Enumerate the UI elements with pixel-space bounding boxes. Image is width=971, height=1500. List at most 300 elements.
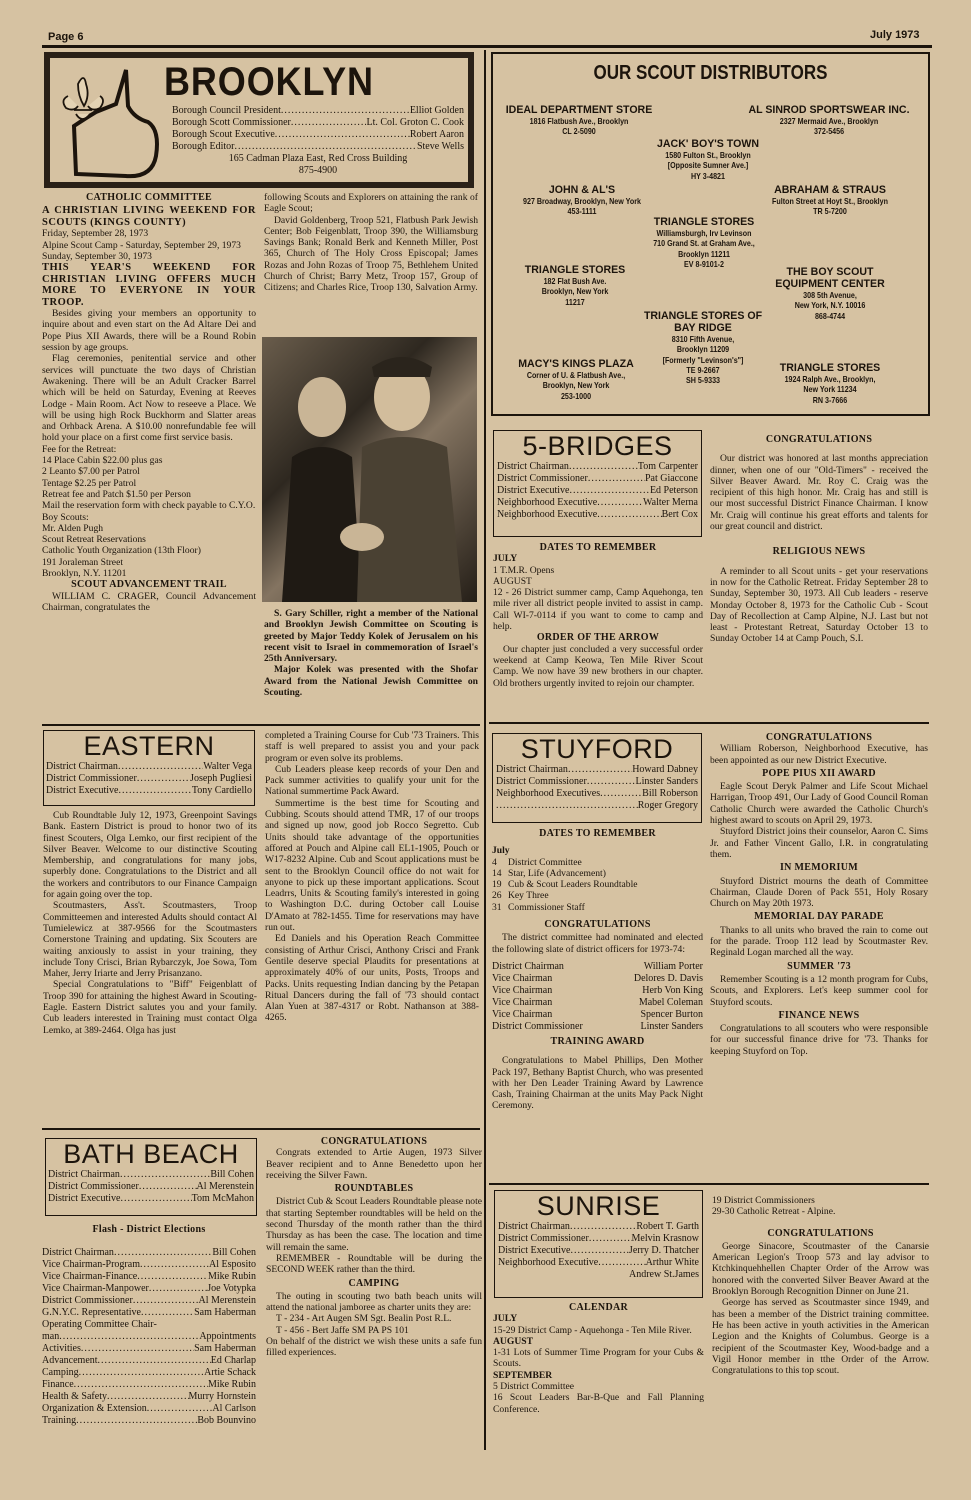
officer-row [496, 800, 698, 812]
officer-slate [492, 961, 703, 1033]
committee-row [42, 1331, 256, 1343]
committee-role: Advancement [42, 1355, 98, 1367]
officer-name: Robert Aaron [409, 129, 464, 140]
officer-row [497, 473, 698, 485]
section-heading: RELIGIOUS NEWS [772, 546, 866, 558]
election-name: Sam Haberman [194, 1307, 256, 1319]
committee-name: Ed Charlap [210, 1355, 256, 1367]
slate-role: Vice Chairman [492, 984, 553, 996]
paragraph: Besides giving your members an opportunity to inquire about and even start on the Ad Altare Dei and Pope Pius XII Awards, there will be a Round Robin session by age groups. [42, 308, 256, 354]
election-role: Vice Chairman-Finance [42, 1271, 138, 1283]
committee-name: Sam Haberman [194, 1343, 256, 1355]
calendar-entry: 29-30 Catholic Retreat - Alpine. [712, 1206, 836, 1218]
month-label: AUGUST [493, 575, 532, 587]
officer-role: Borough Editor [172, 141, 235, 152]
committee-name: Mike Rubin [207, 1379, 256, 1391]
store-line: EV 8-9101-2 [684, 258, 724, 269]
officer-row [46, 761, 252, 773]
committee-role: Organization & Extension [42, 1403, 147, 1415]
calendar-entry: 15-29 District Camp - Aquehonga - Ten Mile River. [493, 1324, 692, 1336]
committee-label-text: Operating Committee Chair- [42, 1319, 157, 1331]
store-listing [755, 184, 905, 217]
calendar-event: Commissioner Staff [508, 901, 585, 913]
store-name: TRIANGLE STORES [524, 264, 626, 276]
store-line: 1816 Flatbush Ave., Brooklyn [529, 116, 629, 126]
troop-entry: T - 456 - Bert Jaffe SM PA PS 101 [276, 1324, 409, 1336]
month-label: JULY [493, 553, 518, 565]
officer-name: Tony Cardiello [191, 785, 252, 796]
slate-name: Spencer Burton [640, 1008, 703, 1020]
month-label: AUGUST [493, 1335, 533, 1347]
store-line: 253-1000 [560, 390, 592, 401]
officer-role: Borough Council President [172, 105, 281, 116]
officer-row [498, 1257, 699, 1269]
paragraph: Our chapter just concluded a very successful order weekend at Camp Keowa, Ten Mile River Scout Camp. We now have 39 new brothers in our chapter. Old brothers urgently invited to rejoin our champter. [493, 643, 703, 689]
calendar-day: 19 [492, 879, 502, 891]
store-listing [643, 138, 773, 181]
committee-row [42, 1379, 256, 1391]
paragraph: Scoutmasters, Ass't. Scoutmasters, Troop Committeemen and interested Adults should contact Al Tumielewicz at 387-9566 for the Scoutmasters Cornerstone Training and updating. Six Scouters are waiting anxiously to assist in your training, they include Tony Crisci, Brian Rybarczyk, Joe Sowa, Tom Maher, Jerry Iriarte and Jerry Prisanzano. [43, 900, 257, 980]
calendar-entry: 12 - 26 District summer camp, Camp Aquehonga, ten mile river all district people invited to assist in camp. Call WI-7-0114 if you want to come to camp and help. [493, 587, 703, 633]
section-heading: ORDER OF THE ARROW [536, 632, 660, 644]
committee-row [42, 1403, 256, 1415]
brooklyn-phone: 875-4900 [298, 165, 338, 176]
section-heading: DATES TO REMEMBER [539, 828, 656, 839]
store-name: THE BOY SCOUT EQUIPMENT CENTER [775, 266, 885, 290]
store-line: 453-1111 [567, 206, 597, 217]
slate-row [492, 961, 703, 973]
eagle-scouts-article [264, 192, 478, 294]
bath-beach-news [266, 1136, 482, 1359]
paragraph: Summertime is the best time for Scouting and Cubbing. Scouts should attend TMR, 17 of our troops and signed up now, good job Rocco Segretto. Cub Units should take advantage of the opportunities affored at Pouch and Alpine call EL1-1905, Pouch or W17-8232 Alpine. Cub and Scout applications must be sent to the Brooklyn Council office do not wait for anyone to pick up these important applications. Scout Leadrrs, Units & Scouting family's interested in going to Washington D.C. during October call Louise D'Amato at 782-1455. Time for reservations may have run out. [265, 797, 479, 934]
officer-row [497, 497, 698, 509]
committee-role: Finance [42, 1379, 74, 1391]
officer-role: District Commissioner [497, 473, 588, 484]
store-listing [765, 266, 895, 321]
paragraph: Flag ceremonies, penitential service and other services will punctuate the two days of Christian Awakening. There will be an Adult Cracker Barrel which will be held on Saturday, Evening at Reeves Lodge - Main Room. Act Now to reseeve a Place. We will be using high Rock Buckhorm and Slatter areas and Orhback Arena. A $10.00 nonrefundable fee will hold your place on a first come first service basis. [42, 353, 256, 444]
officer-row [498, 1269, 699, 1281]
calendar-entry [492, 902, 703, 913]
store-line: SH 5-9333 [685, 375, 721, 386]
bath-beach-masthead [45, 1138, 257, 1216]
article-title: A CHRISTIAN LIVING WEEKEND FOR SCOUTS (KINGS COUNTY) [42, 205, 256, 228]
store-name: TRIANGLE STORES [779, 362, 881, 374]
fee-line: 14 Place Cabin $22.00 plus gas [42, 455, 163, 467]
store-line: 2327 Mermaid Ave., Brooklyn [779, 116, 879, 126]
committee-role: Training [42, 1415, 77, 1427]
officer-name: Lt. Col. Groton C. Cook [366, 117, 464, 128]
store-line: 11217 [565, 296, 585, 307]
address-line: 191 Joraleman Street [42, 556, 123, 568]
election-name: Bill Cohen [212, 1247, 256, 1259]
paragraph: William Roberson, Neighborhood Executive, has been appointed as our new District Executive. [710, 743, 928, 766]
officer-row [497, 485, 698, 497]
store-line: HY 3-4821 [691, 170, 725, 181]
section-heading: CONGRATULATIONS [767, 1227, 874, 1239]
officer-name: Pat Giaccone [644, 473, 698, 484]
officer-name: Ed Peterson [649, 485, 698, 496]
month-label: SEPTEMBER [493, 1369, 553, 1381]
election-role: G.N.Y.C. Representative [42, 1307, 141, 1319]
store-line: 868-4744 [814, 310, 846, 321]
fee-line: 2 Leanto $7.00 per Patrol [42, 466, 140, 478]
store-line: 1924 Ralph Ave., Brooklyn, [784, 374, 876, 384]
slate-name: Mabel Coleman [638, 996, 703, 1008]
event-date: Sunday, September 30, 1973 [42, 250, 152, 262]
committee-name: Al Carlson [212, 1403, 256, 1415]
section-heading: POPE PIUS XII AWARD [762, 767, 876, 779]
paragraph: Ed Daniels and his Operation Reach Committee consisting of Arthur Crisci, Anthony Crisci and Frank Gentile deserve special Plaudits for presentations at approximately 40% of our units, Posts, Troops and Packs. Units requesting Indian dancing by the Petapan Ritual Dancers during the fall of '73 should contact Alan Yuen at 387-4317 or Robt. Nathanson at 388-4265. [265, 933, 479, 1024]
stuyford-news [710, 732, 928, 1057]
committee-label [42, 1319, 256, 1331]
officer-name: Tom McMahon [191, 1193, 254, 1204]
officer-row [498, 1221, 699, 1233]
store-listing [515, 264, 635, 307]
officer-role: District Commissioner [496, 776, 587, 787]
slate-role: District Commissioner [492, 1020, 583, 1032]
committee-name: Bob Bounvino [197, 1415, 256, 1427]
section-heading: MEMORIAL DAY PARADE [754, 911, 884, 923]
election-row [42, 1259, 256, 1271]
store-name: JACK' BOY'S TOWN [657, 138, 759, 150]
officer-role: District Commissioner [498, 1233, 589, 1244]
brooklyn-title: BROOKLYN [164, 60, 374, 104]
election-role: Vice Chairman-Program [42, 1259, 140, 1271]
slate-name: William Porter [643, 960, 703, 972]
district-title: STUYFORD [520, 734, 674, 764]
store-line: New York 11234 [803, 384, 857, 395]
officer-row [496, 788, 698, 800]
slate-name: Delores D. Davis [633, 972, 703, 984]
calendar-day: 14 [492, 867, 502, 879]
election-row [42, 1247, 256, 1259]
officer-role: District Chairman [498, 1221, 570, 1232]
paragraph: completed a Training Course for Cub '73 Trainers. This staff is well prepared to assist you and your pack program or even solve its problems. [265, 730, 479, 764]
eastern-article [43, 810, 257, 1036]
committee-role: man [42, 1331, 60, 1343]
officer-row [172, 129, 464, 141]
committee-name: Artie Schack [204, 1367, 256, 1379]
officer-name: Arthur White [645, 1257, 699, 1268]
section-heading: CONGRATULATIONS [544, 919, 651, 931]
section-heading: CATHOLIC COMMITTEE [85, 192, 213, 203]
store-name: IDEAL DEPARTMENT STORE [505, 104, 653, 116]
slate-role: Vice Chairman [492, 996, 553, 1008]
paragraph: Cub Leaders please keep records of your Den and Pack summer activities to qualify your unit for the National summertime Pack Award. [265, 763, 479, 798]
officer-row [48, 1181, 254, 1193]
officer-name: Bill Roberson [642, 788, 698, 799]
photo-caption [264, 608, 478, 698]
five-bridges-news [710, 432, 928, 645]
article-subtitle: THIS YEAR'S WEEKEND FOR CHRISTIAN LIVING OFFERS MUCH MORE TO EVERYONE IN YOUR TROOP. [42, 262, 256, 308]
officer-name: Howard Dabney [632, 764, 698, 775]
officer-name: Linster Sanders [635, 776, 698, 787]
slate-row [492, 973, 703, 985]
page-number: Page 6 [48, 31, 84, 43]
sunrise-masthead [494, 1190, 703, 1298]
officer-name: Al Merenstein [196, 1181, 254, 1192]
store-line: 1580 Fulton St., Brooklyn [665, 150, 751, 160]
officer-row [172, 117, 464, 129]
section-rule [42, 724, 480, 726]
calendar-event: Star, Life (Advancement) [508, 867, 606, 879]
section-heading: SCOUT ADVANCEMENT TRAIL [71, 579, 227, 591]
officer-role: Borough Scott Commissioner [172, 117, 291, 128]
officer-name: Bill Cohen [210, 1169, 254, 1180]
paragraph: Congratulations to all scouters who were responsible for our successful finance drive for '73. Thanks for keeping Stuyford on Top. [710, 1023, 928, 1057]
store-listing [507, 358, 645, 401]
calendar-entry: 19 District Commissioners [712, 1195, 815, 1206]
election-role: District Chairman [42, 1247, 114, 1259]
section-rule [489, 1183, 929, 1185]
fee-line: Mail the reservation form with check payable to C.Y.O. [42, 500, 256, 512]
calendar-day: 4 [492, 856, 497, 868]
district-title: BATH BEACH [63, 1139, 239, 1169]
committee-row [42, 1415, 256, 1427]
officer-name: Roger Gregory [637, 800, 698, 811]
store-listing [643, 310, 763, 385]
slate-role: District Chairman [492, 960, 564, 972]
slate-row [492, 997, 703, 1009]
store-line: New York, N.Y. 10016 [794, 300, 866, 311]
paragraph: Eagle Scout Deryk Palmer and Life Scout Michael Harrigan, Troop 491, Our Lady of Good Council Roman Catholic Church were awarded the Catholic Church's highest award to scouts on April 29, 1973. [710, 781, 928, 827]
officer-name: Melvin Krasnow [631, 1233, 699, 1244]
officer-row [498, 1233, 699, 1245]
store-listing [639, 216, 769, 269]
slate-name: Linster Sanders [640, 1020, 703, 1032]
section-heading: ROUNDTABLES [334, 1183, 414, 1195]
section-heading: CONGRATULATIONS [320, 1136, 428, 1147]
officer-row [46, 785, 252, 797]
paragraph: District Cub & Scout Leaders Roundtable please note that starting September roundtables will be held on the second Thursday of the month rather than the third Thursday as has been the case. The location and time will remain the same. [266, 1196, 482, 1253]
month-label: July [492, 845, 510, 857]
calendar-entry: 1-31 Lots of Summer Time Program for your Cubs & Scouts. [493, 1347, 704, 1370]
calendar-entry [492, 857, 703, 868]
officer-name: Steve Wells [416, 141, 464, 152]
officer-name: Robert T. Garth [636, 1221, 699, 1232]
brooklyn-address: 165 Cadman Plaza East, Red Cross Building [228, 153, 408, 164]
section-heading: IN MEMORIUM [779, 862, 858, 874]
slate-name: Herb Von King [642, 984, 703, 996]
address-line: Brooklyn, N.Y. 11201 [42, 568, 127, 580]
election-name: Al Esposito [209, 1259, 256, 1271]
paragraph: A reminder to all Scout units - get your reservations in now for the Catholic Retreat. Friday September 28 to Sunday, September 30, 1973. All Cub leaders - reserve Monday October 8, 1973 for the Catholic Cub - Scout Day of Recollection at Camp Alpine, N.J. Last but not least - Protestant Retreat, Saturday October 13 to Sunday October 14 at Camp Pouch, S.I. [710, 565, 928, 645]
officer-role: District Executive [498, 1245, 571, 1256]
slate-role: Vice Chairman [492, 972, 553, 984]
officer-role: Neighborhood Executive [498, 1257, 599, 1268]
district-title: EASTERN [83, 731, 215, 761]
calendar-entry [492, 890, 703, 901]
officer-role: Neighborhood Executive [497, 509, 598, 520]
store-name: JOHN & AL'S [548, 184, 616, 196]
section-heading: CONGRATULATIONS [765, 732, 873, 743]
fleur-de-lis-icon [56, 66, 166, 181]
calendar-entry [492, 879, 703, 890]
district-title: SUNRISE [536, 1191, 661, 1221]
eastern-masthead [43, 730, 255, 806]
store-line: 308 5th Avenue, [803, 290, 857, 300]
committee-row [42, 1391, 256, 1403]
store-listing [507, 184, 657, 217]
committee-name: Appointments [199, 1331, 256, 1343]
officer-role: District Chairman [496, 764, 568, 775]
paragraph: On behalf of the district we wish these units a safe fun filled experiences. [266, 1336, 482, 1359]
address-line: Scout Retreat Reservations [42, 534, 146, 546]
calendar-entry: 1 T.M.R. Opens [493, 564, 555, 576]
paragraph: Cub Roundtable July 12, 1973, Greenpoint Savings Bank. Eastern District is proud to honor two of its finest Scouters, Olga Lemko, our first recipient of the Silver Beaver. Welcome to our distinctive Scouting Membership, and congratulations for many jobs, superbly done. Congratulations to the District and all the workers and contributors to our Finance Campaign for again going over the top. [43, 810, 257, 901]
paragraph: Thanks to all units who braved the rain to come out for the parade. Troop 112 lead by Scoutmaster Rev. Reginald Logan marched all the way. [710, 924, 928, 959]
election-role: Vice Chairman-Manpower [42, 1283, 149, 1295]
slate-row [492, 985, 703, 997]
calendar-entry: 5 District Committee [493, 1381, 575, 1393]
officer-role: District Chairman [48, 1169, 120, 1180]
section-rule [489, 722, 929, 724]
store-line: [Opposite Sumner Ave.] [667, 160, 749, 171]
officer-row [172, 105, 464, 117]
election-row [42, 1283, 256, 1295]
store-name: MACY'S KINGS PLAZA [518, 358, 634, 370]
calendar-entry: 16 Scout Leaders Bar-B-Que and Fall Planning Conference. [493, 1392, 704, 1415]
paragraph: REMEMBER - Roundtable will be during the SECOND WEEK rather than the third. [266, 1252, 482, 1276]
address-line: Catholic Youth Organization (13th Floor) [42, 545, 201, 557]
store-name: AL SINROD SPORTSWEAR INC. [748, 104, 910, 116]
section-heading: TRAINING AWARD [550, 1035, 645, 1047]
store-line: 710 Grand St. at Graham Ave., [653, 238, 755, 249]
election-row [42, 1295, 256, 1307]
paragraph: Stuyford District joins their counselor, Aaron C. Sims Jr. and Father Vincent Gallo, I.R. in congratulating them. [710, 826, 928, 860]
officer-row [497, 461, 698, 473]
paragraph: WILLIAM C. CRAGER, Council Advancement Chairman, congratulates the [42, 590, 256, 613]
store-line: 182 Flat Bush Ave. [543, 276, 607, 286]
store-name: TRIANGLE STORES OF BAY RIDGE [643, 310, 763, 334]
officer-row [48, 1193, 254, 1205]
store-line: 8310 Fifth Avenue, [671, 334, 735, 344]
store-line: Brooklyn, New York [541, 286, 609, 297]
election-name: Joe Votypka [207, 1283, 256, 1295]
committee-row [42, 1343, 256, 1355]
fee-line: Fee for the Retreat: [42, 443, 117, 455]
paragraph: Remember Scouting is a 12 month program for Cubs, Scouts, and Explorers. Let's keep summer cool for Stuyford scouts. [710, 973, 928, 1008]
officer-role: Neighborhood Executives [496, 788, 601, 799]
store-line: Brooklyn 11211 [678, 248, 730, 259]
paragraph: following Scouts and Explorers on attaining the rank of Eagle Scout; [264, 192, 478, 215]
store-line: 372-5456 [813, 126, 845, 137]
caption-text: Major Kolek was presented with the Shofar Award from the National Jewish Committee on Scouting. [264, 664, 478, 699]
news-photo [262, 337, 477, 602]
store-line: TE 9-2667 [686, 364, 720, 375]
paragraph: Special Congratulations to "Biff" Feigenblatt of Troop 390 for attaining the highest Award in Scouting-Eagle. Eastern District salutes you and your family. Cub leaders interested in Training must contact Olga Lemko, at 389-2464. Olga has just [43, 979, 257, 1036]
distributors-box [491, 52, 930, 416]
officer-role: District Chairman [46, 761, 118, 772]
officer-name: Andrew St.James [629, 1269, 699, 1280]
paragraph: George has served as Scoutmaster since 1949, and has been a member of the District training committee. He has been active in youth activities in the American Legion and the Knights of Columbus. George is a recipient of the Scoutmaster Key, Wood-badge and a Vigil Honor member in tthe Order of the Arrow. Congratulations to this top scout. [712, 1297, 929, 1377]
section-heading: DATES TO REMEMBER [539, 542, 657, 553]
caption-text: S. Gary Schiller, right a member of the National and Brooklyn Jewish Committee on Scouting is greeted by Major Teddy Kolek of Jerusalem on his recent visit to Israel in commemoration of Israel's 25th Anniversary. [264, 608, 478, 665]
store-line: Brooklyn, New York [542, 380, 610, 391]
section-heading: CONGRATULATIONS [765, 434, 873, 445]
paragraph: Congrats extended to Artie Augen, 1973 Silver Beaver recipient and to Anne Benedetto upon her receiving the Silver Fawn. [266, 1147, 482, 1181]
paragraph: The district committee had nominated and elected the following slate of district officers for 1973-74: [492, 932, 703, 955]
section-heading: CALENDAR [568, 1302, 629, 1313]
section-heading: CAMPING [348, 1277, 400, 1289]
officer-row [496, 764, 698, 776]
officer-role: District Chairman [497, 461, 569, 472]
store-name: TRIANGLE STORES [653, 216, 755, 228]
store-line: Fulton Street at Hoyt St., Brooklyn [772, 196, 888, 206]
issue-date: July 1973 [870, 29, 920, 41]
paragraph: Stuyford District mourns the death of Committee Chairman, Claude Doren of Pack 551, Holy Rosary Church on May 20th 1973. [710, 875, 928, 910]
calendar-day: 26 [492, 890, 502, 902]
store-listing [499, 104, 659, 137]
stuyford-masthead [492, 733, 702, 823]
officer-role: District Executive [497, 485, 570, 496]
district-title: 5-BRIDGES [522, 431, 673, 461]
officer-row [498, 1245, 699, 1257]
five-bridges-dates [493, 542, 703, 689]
store-line: Williamsburgh, Irv Levinson [656, 228, 752, 238]
month-label: JULY [493, 1313, 518, 1325]
store-line: Corner of U. & Flatbush Ave., [526, 370, 626, 380]
catholic-committee-article [42, 190, 256, 613]
officer-role: District Commissioner [46, 773, 137, 784]
store-name: ABRAHAM & STRAUS [774, 184, 886, 196]
event-date: Alpine Scout Camp - Saturday, September 29, 1973 [42, 239, 241, 251]
store-line: [Formerly "Levinson's"] [662, 354, 744, 365]
paragraph: Our district was honored at last months appreciation dinner, when one of our "Old-Timers" - received the Silver Beaver Award. Mr. Roy C. Craig was the recipient of this high honor. Mr. Craig has and still is our most successful District Finance Chairman. I know Mr. Craig will continue his great efforts and talents for our great council and district. [710, 453, 928, 533]
election-name: Mike Rubin [207, 1271, 256, 1283]
store-line: 927 Broadway, Brooklyn, New York [523, 196, 641, 206]
section-rule [42, 1128, 480, 1130]
officer-role: District Executive [46, 785, 119, 796]
committee-role: Camping [42, 1367, 79, 1379]
election-name: Al Merenstein [198, 1295, 256, 1307]
sunrise-calendar [493, 1302, 704, 1415]
calendar-event: Key Three [508, 890, 549, 902]
column-divider [484, 50, 486, 1450]
calendar-event: District Committee [508, 856, 582, 868]
troop-entry: T - 234 - Art Augen SM Sgt. Bealin Post R.L. [276, 1313, 452, 1325]
calendar-event: Cub & Scout Leaders Roundtable [508, 879, 638, 891]
fee-line: Retreat fee and Patch $1.50 per Person [42, 488, 191, 500]
address-line: Mr. Alden Pugh [42, 522, 104, 534]
officer-row [46, 773, 252, 785]
officer-role: District Commissioner [48, 1181, 139, 1192]
officer-row [48, 1169, 254, 1181]
officer-role: Borough Scout Executive [172, 129, 275, 140]
store-listing [735, 104, 923, 137]
committee-role: Health & Safety [42, 1391, 107, 1403]
officer-name: Walter Vega [203, 761, 252, 772]
paragraph: The outing in scouting two bath beach units will attend the national jamboree as charter units they are: [266, 1290, 482, 1314]
slate-row [492, 1009, 703, 1021]
officer-name: Bert Cox [661, 509, 698, 520]
slate-row [492, 1021, 703, 1033]
officer-row [497, 509, 698, 521]
election-row [42, 1271, 256, 1283]
fee-line: Tentage $2.25 per Patrol [42, 477, 137, 489]
top-rule [42, 45, 932, 48]
address-line: Boy Scouts: [42, 511, 89, 523]
officer-name: Walter Merna [643, 497, 698, 508]
stuyford-article [492, 826, 703, 1112]
officer-row [172, 141, 464, 153]
brooklyn-banner [44, 52, 474, 188]
paragraph: David Goldenberg, Troop 521, Flatbush Park Jewish Center; Bob Feigenblatt, Troop 390, the Williamsburg Savings Bank; Ronald Berk and Kenneth Miller, Post 365, Church of The Holy Cross Episcopal; James Rozas and John Rozas of Troop 75, Bethlehem United Church of Christ; Barry Metz, Troop 157, Group of Citizens; and Charles Rice, Troop 130, Salvation Army. [264, 214, 478, 294]
officer-row [496, 776, 698, 788]
eastern-article-continued [265, 730, 479, 1024]
officer-role: District Executive [48, 1193, 121, 1204]
handshake-photo-icon [262, 337, 477, 602]
